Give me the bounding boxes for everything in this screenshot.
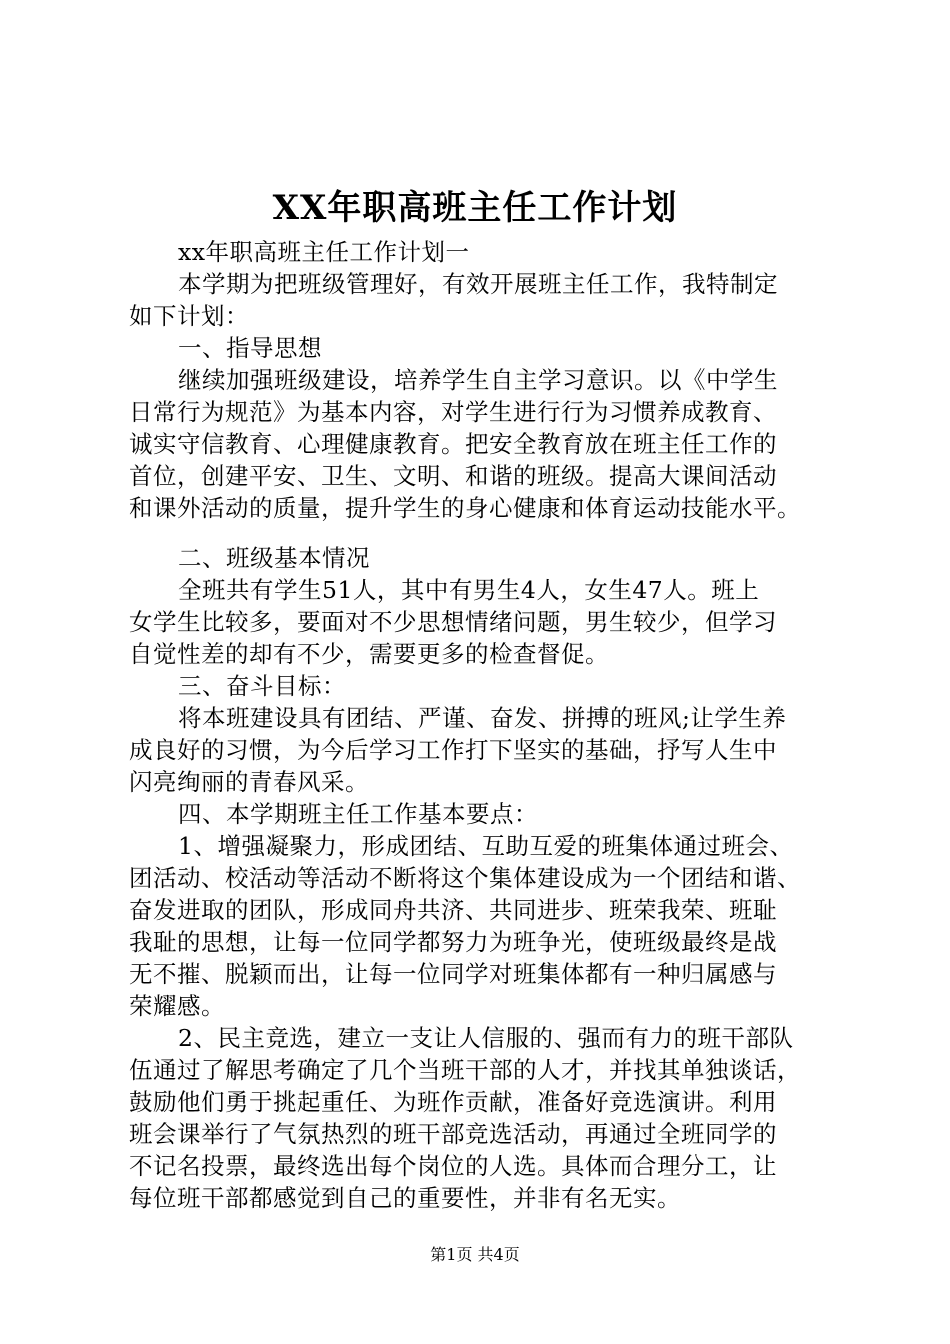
paragraph-line: 无不摧、脱颖而出，让每一位同学对班集体都有一种归属感与 [129,960,777,988]
paragraph-line: 日常行为规范》为基本内容，对学生进行行为习惯养成教育、 [129,398,777,426]
document-title: XX年职高班主任工作计划 [272,188,678,228]
paragraph-line: 和课外活动的质量，提升学生的身心健康和体育运动技能水平。 [129,494,801,522]
paragraph-line: 1、增强凝聚力，形成团结、互助互爱的班集体通过班会、 [178,832,794,860]
paragraph-line: 2、民主竞选，建立一支让人信服的、强而有力的班干部队 [178,1024,794,1052]
paragraph-line: 如下计划： [129,302,249,330]
paragraph-line: 奋发进取的团队，形成同舟共济、共同进步、班荣我荣、班耻 [129,896,777,924]
paragraph-line: 自觉性差的却有不少，需要更多的检查督促。 [129,640,609,668]
paragraph-line: 团活动、校活动等活动不断将这个集体建设成为一个团结和谐、 [129,864,801,892]
paragraph-line: 不记名投票，最终选出每个岗位的人选。具体而合理分工，让 [129,1152,777,1180]
paragraph-line: 每位班干部都感觉到自己的重要性，并非有名无实。 [129,1184,681,1212]
paragraph-line: 鼓励他们勇于挑起重任、为班作贡献，准备好竞选演讲。利用 [129,1088,777,1116]
paragraph-line: 伍通过了解思考确定了几个当班干部的人才，并找其单独谈话， [129,1056,801,1084]
section-heading: 四、本学期班主任工作基本要点： [178,800,538,828]
paragraph-line: 班会课举行了气氛热烈的班干部竞选活动，再通过全班同学的 [129,1120,777,1148]
paragraph-line: 女学生比较多，要面对不少思想情绪问题，男生较少，但学习 [129,608,777,636]
paragraph-line: 我耻的思想，让每一位同学都努力为班争光，使班级最终是战 [129,928,777,956]
paragraph-line: 成良好的习惯，为今后学习工作打下坚实的基础，抒写人生中 [129,736,777,764]
paragraph-line: 继续加强班级建设，培养学生自主学习意识。以《中学生 [178,366,778,394]
paragraph-line: 荣耀感。 [129,992,225,1020]
subtitle-line: xx年职高班主任工作计划一 [178,238,470,266]
paragraph-line: 全班共有学生51人，其中有男生4人，女生47人。班上 [178,576,760,604]
section-heading: 三、奋斗目标： [178,672,346,700]
page-number-footer: 第1页 共4页 [430,1245,520,1264]
section-heading: 二、班级基本情况 [178,544,370,572]
section-heading: 一、指导思想 [178,334,322,362]
paragraph-line: 诚实守信教育、心理健康教育。把安全教育放在班主任工作的 [129,430,777,458]
paragraph-line: 将本班建设具有团结、严谨、奋发、拼搏的班风;让学生养 [178,704,787,732]
paragraph-line: 闪亮绚丽的青春风采。 [129,768,369,796]
paragraph-line: 首位，创建平安、卫生、文明、和谐的班级。提高大课间活动 [129,462,777,490]
paragraph-line: 本学期为把班级管理好，有效开展班主任工作，我特制定 [178,270,778,298]
